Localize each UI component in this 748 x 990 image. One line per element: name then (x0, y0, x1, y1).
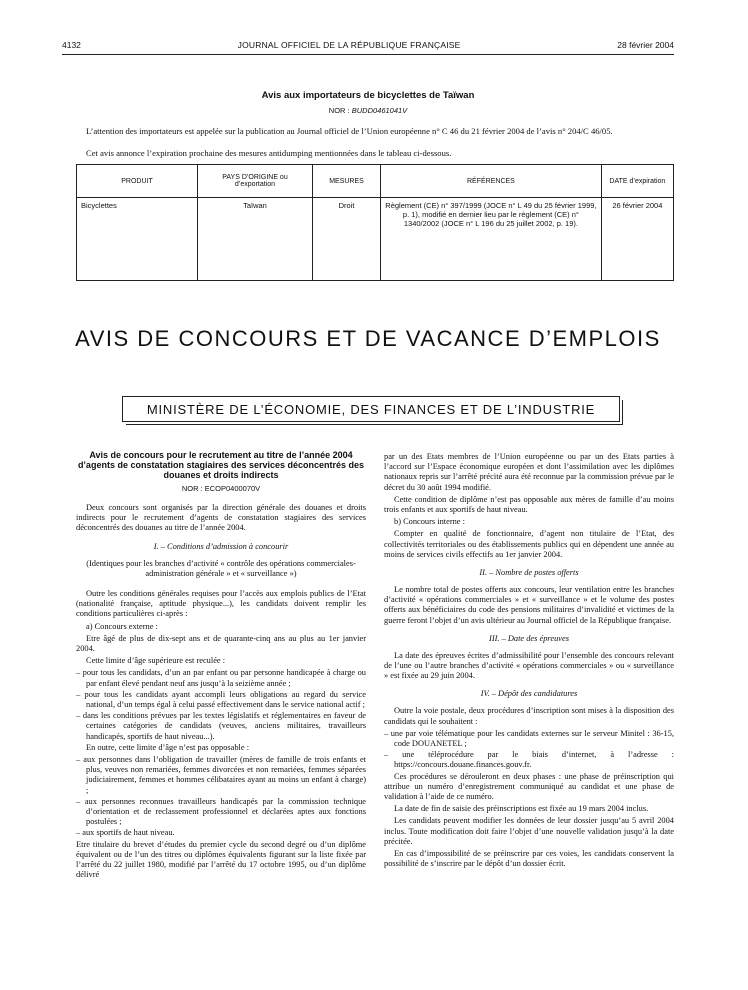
fallback-paragraph: En cas d’impossibilité de se préinscrire par ces voies, les candidats conservent la possibilité de s’inscrire par le dépôt d’un dossier écrit. (384, 849, 674, 869)
left-column (76, 450, 366, 883)
branches-note: (Identiques pour les branches d’activité « contrôle des opérations commerciales-administration générale » et « surveillance ») (86, 558, 356, 578)
list-item: – aux sportifs de haut niveau. (76, 828, 175, 838)
journal-title: JOURNAL OFFICIEL DE LA RÉPUBLIQUE FRANÇAISE (237, 40, 461, 50)
age-extension-paragraph: Cette limite d’âge supérieure est reculée : (86, 656, 226, 666)
diploma-paragraph: Etre titulaire du brevet d’études du premier cycle du second degré ou d’un diplôme équivalent ou de l’un des titres ou diplômes équivalents figurant sur la liste fixée par l’arrêté du 22 juillet 1980, modifié par l’arrêté du 17 octobre 1995, ou d’un diplôme délivré (76, 839, 366, 880)
procedures-paragraph: Outre la voie postale, deux procédures d’inscription sont mises à la disposition des candidats qui le souhaitent : (384, 706, 674, 726)
running-header (62, 40, 674, 50)
page-number: 4132 (62, 40, 81, 50)
list-item: – pour tous les candidats, d’un an par enfant ou par personne handicapée à charge ou par enfant élevé pendant neuf ans jusqu’à la seizième année ; (76, 668, 366, 688)
internal-paragraph: Compter en qualité de fonctionnaire, d’agent non titulaire de l’Etat, des collectivités territoriales ou des établissements publics qui en dépendent une année au moins de services civils effectifs au 1er janvier 2004. (384, 529, 674, 559)
nor-label: NOR : (328, 106, 350, 115)
table-row (77, 198, 674, 281)
list-item: – pour tous les candidats ayant accompli leurs obligations au regard du service national, d’un temps égal à celui passé effectivement dans le service national actif ; (76, 689, 366, 710)
table-header: RÉFÉRENCES (381, 165, 602, 198)
table-header: PAYS D’ORIGINE ou d’exportation (198, 165, 313, 198)
list-item: – une par voie télématique pour les candidats externes sur le serveur Minitel : 36-15, code DOUANETEL ; (384, 728, 674, 749)
section-main-title: AVIS DE CONCOURS ET DE VACANCE D’EMPLOIS (75, 326, 661, 351)
notice-paragraph-1: L’attention des importateurs est appelée sur la publication au Journal officiel de l’Union européenne n° C 46 du 21 février 2004 de l’avis n° 204/C 46/05. (86, 126, 613, 136)
nor-value: BUDD0461041V (351, 106, 408, 115)
section-heading: I. – Conditions d’admission à concourir (153, 541, 289, 551)
table-header: MESURES (312, 165, 380, 198)
section-heading: II. – Nombre de postes offerts (479, 568, 579, 578)
table-header-row (77, 165, 674, 198)
list-item: – aux personnes reconnues travailleurs handicapés par la commission technique d’orientation et de reclassement professionnel et déclarées aptes aux fonctions postulées ; (76, 796, 366, 827)
conditions-paragraph: Outre les conditions générales requises pour l’accès aux emplois publics de l’Etat (nationalité française, aptitude physique...), les candidats doivent remplir les conditions particulières ci-après : (76, 589, 366, 619)
table-header: PRODUIT (77, 165, 198, 198)
table-header: DATE d’expiration (601, 165, 673, 198)
diploma-exemption: Cette condition de diplôme n’est pas opposable aux mères de famille d’au moins trois enfants et aux sportifs de haut niveau. (384, 494, 674, 515)
notice-paragraph-2: Cet avis annonce l’expiration prochaine des mesures antidumping mentionnées dans le tableau ci-dessous. (86, 148, 452, 158)
antidumping-table (76, 164, 674, 281)
competition-title: Avis de concours pour le recrutement au titre de l’année 2004 d’agents de constatation stagiaires des services déconcentrés des douanes et droits indirects (77, 450, 365, 480)
phases-paragraph: Ces procédures se dérouleront en deux phases : une phase de préinscription qui attribue un numéro d’enregistrement communiqué au candidat et une phase de validation à l’aide de ce numéro. (384, 771, 674, 802)
list-item: – une téléprocédure par le biais d’internet, à l’adresse : https://concours.douane.finances.gouv.fr. (384, 750, 674, 770)
right-column (384, 452, 674, 872)
list-item: – dans les conditions prévues par les textes législatifs et réglementaires en faveur de certaines catégories de candidats (veuves, anciens militaires, travailleurs handicapés, sportifs de haut niveau...). (76, 711, 366, 741)
internal-label: b) Concours interne : (394, 517, 465, 527)
ministry-banner (122, 396, 620, 422)
list-item: – aux personnes dans l’obligation de travailler (mères de famille de trois enfants et plus, veuves non remariées, femmes divorcées et non remariées, femmes séparées judiciairement, femmes et hommes célibataires ayant au moins un enfant à charge) ; (76, 755, 366, 795)
header-rule (62, 54, 674, 55)
table-cell: 26 février 2004 (601, 198, 673, 281)
notice-nor (62, 106, 674, 115)
exam-date-paragraph: La date des épreuves écrites d’admissibilité pour l’ensemble des concours relevant de l’une ou l’autre branches d’activité « opérations commerciales » ou « surveillance » est fixée au 29 juin 2004. (384, 650, 674, 681)
table-cell: Taïwan (198, 198, 313, 281)
issue-date: 28 février 2004 (617, 40, 674, 50)
exemption-paragraph: En outre, cette limite d’âge n’est pas opposable : (86, 742, 250, 752)
competition-nor: NOR : ECOP0400070V (181, 484, 261, 493)
external-label: a) Concours externe : (86, 621, 158, 631)
modification-paragraph: Les candidats peuvent modifier les données de leur dossier jusqu’au 5 avril 2004 inclus. Toute modification doit faire l’objet d’une nouvelle validation jusqu’à la date précitée. (384, 816, 674, 846)
ministry-name: MINISTÈRE DE L’ÉCONOMIE, DES FINANCES ET DE L’INDUSTRIE (146, 401, 596, 417)
age-paragraph: Etre âgé de plus de dix-sept ans et de quarante-cinq ans au plus au 1er janvier 2004. (76, 633, 366, 654)
table-cell: Droit (312, 198, 380, 281)
intro-paragraph: Deux concours sont organisés par la direction générale des douanes et droits indirects pour le recrutement d’agents de constatation stagiaires des services déconcentrés des douanes au titre de l’année 2004. (76, 503, 366, 533)
section-heading: III. – Date des épreuves (489, 633, 569, 643)
deadline-paragraph: La date de fin de saisie des préinscriptions est fixée au 19 mars 2004 inclus. (394, 804, 649, 814)
section-heading: IV. – Dépôt des candidatures (480, 689, 578, 699)
table-cell: Règlement (CE) n° 397/1999 (JOCE n° L 49 du 25 février 1999, p. 1), modifié en dernier lieu par le règlement (CE) n° 1340/2002 (JOCE n° L 196 du 25 juillet 2002, p. 19). (381, 198, 602, 281)
notice-title: Avis aux importateurs de bicyclettes de Taïwan (261, 90, 475, 101)
table-cell: Bicyclettes (77, 198, 198, 281)
diploma-continued: par un des Etats membres de l’Union européenne ou par un des Etats parties à l’accord sur l’Espace économique européen et dont l’assimilation avec les diplômes nationaux repris sur l’arrêté précité aura été reconnue par la commission prévue par le décret du 30 août 1994 modifié. (384, 452, 674, 492)
posts-paragraph: Le nombre total de postes offerts aux concours, leur ventilation entre les branches d’activité « opérations commerciales » et « surveillance » et le volume des postes offerts aux bénéficiaires du code des pensions militaires d’invalidité et victimes de la guerre feront l’objet d’un avis ultérieur au Journal officiel de la République française. (384, 585, 674, 625)
